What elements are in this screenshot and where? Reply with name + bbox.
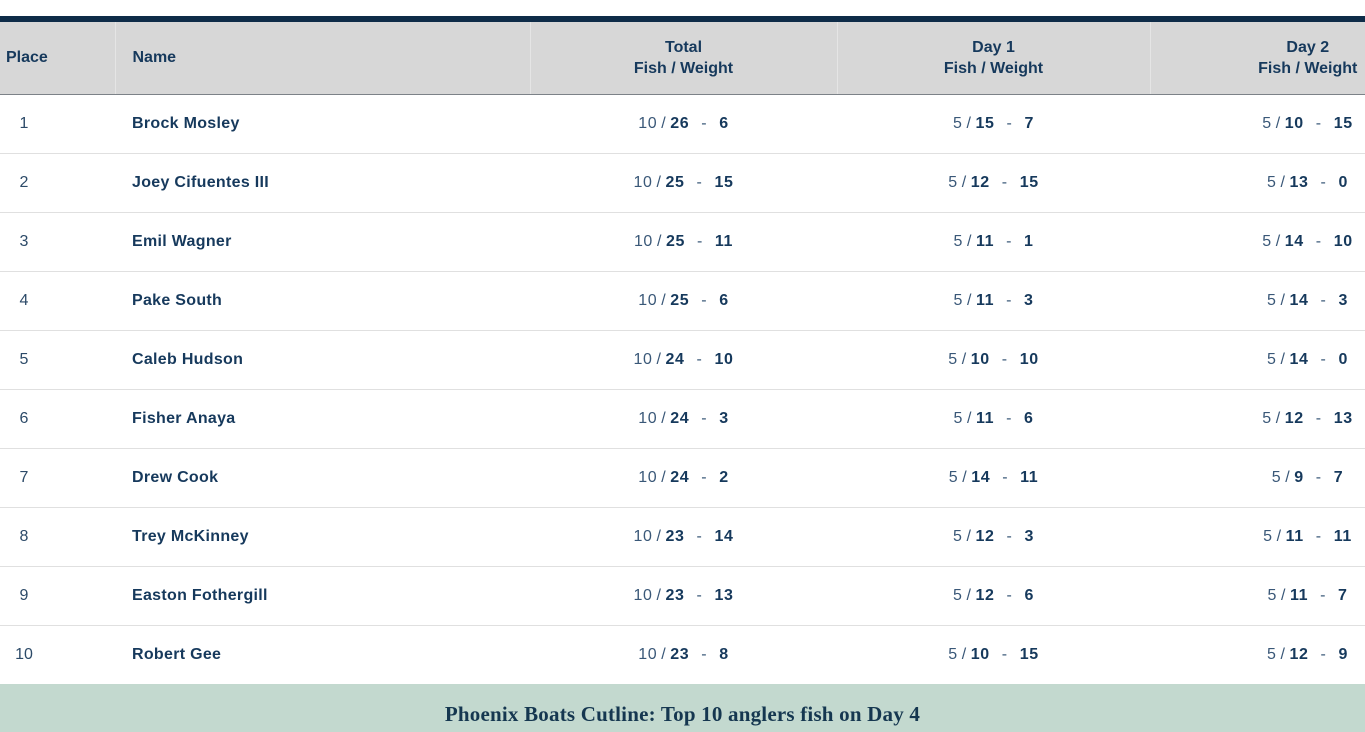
total-fish-count: 10 <box>638 469 658 486</box>
total-weight-lbs: 25 <box>670 292 690 309</box>
day2-weight-oz: 7 <box>1333 469 1344 486</box>
day1-weight-lbs: 10 <box>970 351 990 368</box>
place-number: 9 <box>19 587 29 604</box>
slash-separator: / <box>966 410 972 427</box>
slash-separator: / <box>1280 646 1286 663</box>
day1-fish-weight-cell <box>837 449 1150 508</box>
table-row <box>0 331 1365 390</box>
day2-weight-lbs: 10 <box>1284 115 1304 132</box>
angler-name: Caleb Hudson <box>132 351 244 368</box>
day2-weight-oz: 7 <box>1338 587 1348 604</box>
total-weight-oz: 10 <box>714 351 734 368</box>
day2-weight-lbs: 13 <box>1289 174 1309 191</box>
dash-separator: - <box>1320 587 1327 604</box>
total-weight-lbs: 24 <box>670 410 690 427</box>
day1-weight-lbs: 12 <box>975 587 995 604</box>
day1-weight-oz: 3 <box>1024 528 1034 545</box>
angler-name: Robert Gee <box>132 646 222 663</box>
place-cell <box>0 272 115 331</box>
slash-separator: / <box>1276 528 1282 545</box>
angler-name-cell <box>115 390 530 449</box>
slash-separator: / <box>656 233 662 250</box>
dash-separator: - <box>696 351 703 368</box>
column-header-name-label: Name <box>132 49 177 66</box>
dash-separator: - <box>1006 233 1013 250</box>
day2-fish-count: 5 <box>1267 646 1277 663</box>
dash-separator: - <box>1006 410 1013 427</box>
day2-weight-oz: 11 <box>1333 528 1352 545</box>
slash-separator: / <box>1275 115 1281 132</box>
angler-name-cell <box>115 567 530 626</box>
angler-name-cell <box>115 95 530 154</box>
day1-weight-oz: 15 <box>1019 646 1039 663</box>
day1-fish-count: 5 <box>953 528 963 545</box>
day2-weight-oz: 15 <box>1333 115 1353 132</box>
slash-separator: / <box>966 115 972 132</box>
total-fish-count: 10 <box>633 233 653 250</box>
column-header-total <box>530 22 837 95</box>
dash-separator: - <box>1002 469 1009 486</box>
header-row <box>0 22 1365 95</box>
place-number: 7 <box>19 469 29 486</box>
column-header-day2-line1: Day 2 <box>1286 39 1330 56</box>
cutline-inner <box>0 684 1365 732</box>
slash-separator: / <box>1275 410 1281 427</box>
total-fish-count: 10 <box>638 115 658 132</box>
column-header-day1-line2: Fish / Weight <box>943 60 1044 77</box>
column-header-day2 <box>1150 22 1365 95</box>
angler-name-cell <box>115 154 530 213</box>
cutline-text: Phoenix Boats Cutline: Top 10 anglers fish on Day 4 <box>444 702 921 726</box>
slash-separator: / <box>966 528 972 545</box>
slash-separator: / <box>656 174 662 191</box>
dash-separator: - <box>1006 528 1013 545</box>
day2-fish-count: 5 <box>1262 233 1272 250</box>
total-fish-count: 10 <box>633 174 653 191</box>
slash-separator: / <box>1280 587 1286 604</box>
angler-name: Trey McKinney <box>132 528 249 545</box>
day2-weight-lbs: 11 <box>1289 587 1309 604</box>
place-cell <box>0 213 115 272</box>
standings-table <box>0 22 1365 684</box>
angler-name-cell <box>115 272 530 331</box>
day1-fish-weight-cell <box>837 626 1150 685</box>
total-weight-lbs: 23 <box>665 587 685 604</box>
day2-fish-weight-cell <box>1150 213 1365 272</box>
total-weight-oz: 2 <box>719 469 729 486</box>
table-row <box>0 154 1365 213</box>
place-cell <box>0 626 115 685</box>
day1-weight-oz: 11 <box>1020 469 1039 486</box>
table-row <box>0 272 1365 331</box>
slash-separator: / <box>962 469 968 486</box>
total-fish-weight-cell <box>530 626 837 685</box>
slash-separator: / <box>661 646 667 663</box>
slash-separator: / <box>661 410 667 427</box>
total-fish-weight-cell <box>530 95 837 154</box>
column-header-total-line2: Fish / Weight <box>633 60 734 77</box>
day1-weight-lbs: 11 <box>975 233 995 250</box>
slash-separator: / <box>656 351 662 368</box>
total-weight-oz: 6 <box>719 292 729 309</box>
dash-separator: - <box>701 115 708 132</box>
day2-weight-lbs: 9 <box>1294 469 1304 486</box>
dash-separator: - <box>1001 351 1008 368</box>
table-row <box>0 95 1365 154</box>
total-fish-count: 10 <box>638 646 658 663</box>
day1-weight-lbs: 15 <box>975 115 995 132</box>
day2-fish-count: 5 <box>1267 174 1277 191</box>
day2-weight-oz: 3 <box>1338 292 1348 309</box>
day2-fish-weight-cell <box>1150 95 1365 154</box>
day2-fish-count: 5 <box>1263 528 1273 545</box>
table-row <box>0 567 1365 626</box>
column-header-day2-line2: Fish / Weight <box>1258 60 1358 77</box>
total-fish-weight-cell <box>530 390 837 449</box>
day2-fish-count: 5 <box>1262 410 1272 427</box>
place-number: 4 <box>19 292 29 309</box>
total-fish-count: 10 <box>638 410 658 427</box>
dash-separator: - <box>701 646 708 663</box>
slash-separator: / <box>661 115 667 132</box>
day2-fish-weight-cell <box>1150 567 1365 626</box>
angler-name-cell <box>115 626 530 685</box>
day1-weight-lbs: 10 <box>970 646 990 663</box>
total-weight-lbs: 23 <box>665 528 685 545</box>
day1-weight-lbs: 11 <box>975 410 995 427</box>
day1-fish-weight-cell <box>837 154 1150 213</box>
day1-fish-count: 5 <box>953 587 963 604</box>
column-header-place <box>0 22 115 95</box>
slash-separator: / <box>1280 174 1286 191</box>
angler-name-cell <box>115 331 530 390</box>
dash-separator: - <box>696 233 703 250</box>
angler-name-cell <box>115 449 530 508</box>
column-header-day1 <box>837 22 1150 95</box>
day1-weight-lbs: 11 <box>975 292 995 309</box>
total-fish-count: 10 <box>633 351 653 368</box>
angler-name: Drew Cook <box>132 469 219 486</box>
standings-table-container <box>0 16 1365 732</box>
column-header-place-label: Place <box>6 49 48 66</box>
day2-weight-oz: 10 <box>1333 233 1353 250</box>
total-weight-lbs: 23 <box>670 646 690 663</box>
table-header <box>0 22 1365 95</box>
dash-separator: - <box>1006 115 1013 132</box>
slash-separator: / <box>966 233 972 250</box>
day1-weight-lbs: 14 <box>971 469 991 486</box>
table-row <box>0 508 1365 567</box>
day1-fish-count: 5 <box>948 469 959 486</box>
day1-weight-oz: 15 <box>1019 174 1039 191</box>
place-number: 3 <box>19 233 29 250</box>
day2-fish-count: 5 <box>1262 115 1272 132</box>
slash-separator: / <box>966 587 972 604</box>
dash-separator: - <box>1320 646 1327 663</box>
dash-separator: - <box>1320 292 1327 309</box>
total-fish-count: 10 <box>633 528 653 545</box>
place-cell <box>0 154 115 213</box>
slash-separator: / <box>961 646 967 663</box>
column-header-name <box>115 22 530 95</box>
dash-separator: - <box>696 528 703 545</box>
day1-fish-count: 5 <box>948 174 958 191</box>
dash-separator: - <box>1006 292 1013 309</box>
day1-fish-count: 5 <box>953 292 963 309</box>
slash-separator: / <box>961 174 967 191</box>
place-number: 2 <box>19 174 29 191</box>
day1-fish-count: 5 <box>953 410 963 427</box>
column-header-day1-line1: Day 1 <box>972 39 1015 56</box>
angler-name: Joey Cifuentes III <box>132 174 269 191</box>
total-fish-weight-cell <box>530 449 837 508</box>
place-number: 6 <box>19 410 29 427</box>
day2-weight-oz: 0 <box>1338 351 1348 368</box>
day2-weight-lbs: 11 <box>1285 528 1304 545</box>
total-weight-lbs: 26 <box>670 115 690 132</box>
day2-fish-count: 5 <box>1267 587 1277 604</box>
slash-separator: / <box>961 351 967 368</box>
total-weight-lbs: 24 <box>670 469 690 486</box>
day1-weight-oz: 7 <box>1024 115 1034 132</box>
place-cell <box>0 95 115 154</box>
day2-fish-weight-cell <box>1150 508 1365 567</box>
total-fish-count: 10 <box>633 587 653 604</box>
place-number: 10 <box>15 646 33 663</box>
day1-fish-weight-cell <box>837 508 1150 567</box>
dash-separator: - <box>1315 115 1322 132</box>
angler-name: Brock Mosley <box>132 115 240 132</box>
day1-fish-count: 5 <box>953 233 963 250</box>
day1-weight-oz: 1 <box>1024 233 1034 250</box>
day1-weight-oz: 6 <box>1024 587 1034 604</box>
total-weight-lbs: 25 <box>665 174 685 191</box>
total-weight-lbs: 25 <box>665 233 685 250</box>
day1-weight-lbs: 12 <box>970 174 990 191</box>
day2-fish-weight-cell <box>1150 272 1365 331</box>
dash-separator: - <box>1320 174 1327 191</box>
dash-separator: - <box>701 469 708 486</box>
angler-name: Fisher Anaya <box>132 410 236 427</box>
slash-separator: / <box>661 469 667 486</box>
dash-separator: - <box>1315 528 1322 545</box>
day1-fish-count: 5 <box>953 115 963 132</box>
place-cell <box>0 331 115 390</box>
dash-separator: - <box>1315 469 1322 486</box>
slash-separator: / <box>661 292 667 309</box>
slash-separator: / <box>656 587 662 604</box>
total-weight-oz: 3 <box>719 410 729 427</box>
dash-separator: - <box>696 587 703 604</box>
total-fish-weight-cell <box>530 331 837 390</box>
day2-fish-weight-cell <box>1150 390 1365 449</box>
angler-name-cell <box>115 508 530 567</box>
total-fish-weight-cell <box>530 567 837 626</box>
dash-separator: - <box>1320 351 1327 368</box>
day2-fish-count: 5 <box>1267 292 1277 309</box>
total-weight-oz: 15 <box>714 174 734 191</box>
place-number: 1 <box>19 115 29 132</box>
dash-separator: - <box>696 174 703 191</box>
total-fish-weight-cell <box>530 272 837 331</box>
dash-separator: - <box>701 292 708 309</box>
dash-separator: - <box>1006 587 1013 604</box>
slash-separator: / <box>1280 351 1286 368</box>
total-weight-oz: 11 <box>714 233 734 250</box>
day1-fish-weight-cell <box>837 95 1150 154</box>
day2-weight-oz: 9 <box>1338 646 1348 663</box>
day2-fish-count: 5 <box>1267 351 1277 368</box>
place-number: 5 <box>19 351 29 368</box>
total-fish-weight-cell <box>530 154 837 213</box>
total-weight-lbs: 24 <box>665 351 685 368</box>
dash-separator: - <box>1315 410 1322 427</box>
dash-separator: - <box>1001 174 1008 191</box>
day2-weight-lbs: 14 <box>1289 351 1309 368</box>
column-header-total-line1: Total <box>664 39 703 56</box>
angler-name: Emil Wagner <box>132 233 232 250</box>
place-cell <box>0 567 115 626</box>
day1-fish-weight-cell <box>837 213 1150 272</box>
day2-weight-lbs: 14 <box>1284 233 1304 250</box>
table-row <box>0 390 1365 449</box>
place-number: 8 <box>19 528 29 545</box>
day2-fish-count: 5 <box>1271 469 1282 486</box>
day1-fish-weight-cell <box>837 390 1150 449</box>
day1-fish-weight-cell <box>837 331 1150 390</box>
slash-separator: / <box>656 528 662 545</box>
table-row <box>0 213 1365 272</box>
day1-fish-count: 5 <box>948 646 958 663</box>
total-fish-weight-cell <box>530 213 837 272</box>
place-cell <box>0 390 115 449</box>
day1-fish-weight-cell <box>837 567 1150 626</box>
table-body <box>0 95 1365 685</box>
day2-weight-lbs: 12 <box>1289 646 1309 663</box>
total-weight-oz: 14 <box>714 528 734 545</box>
cutline-banner <box>0 684 1365 732</box>
table-row <box>0 449 1365 508</box>
table-row <box>0 626 1365 685</box>
day2-weight-lbs: 12 <box>1284 410 1304 427</box>
total-fish-weight-cell <box>530 508 837 567</box>
angler-name-cell <box>115 213 530 272</box>
day1-weight-oz: 10 <box>1019 351 1039 368</box>
angler-name: Easton Fothergill <box>132 587 268 604</box>
place-cell <box>0 508 115 567</box>
day2-fish-weight-cell <box>1150 626 1365 685</box>
place-cell <box>0 449 115 508</box>
day2-fish-weight-cell <box>1150 331 1365 390</box>
dash-separator: - <box>1315 233 1322 250</box>
day2-weight-lbs: 14 <box>1289 292 1309 309</box>
dash-separator: - <box>701 410 708 427</box>
day2-weight-oz: 0 <box>1338 174 1348 191</box>
slash-separator: / <box>966 292 972 309</box>
angler-name: Pake South <box>132 292 223 309</box>
slash-separator: / <box>1285 469 1291 486</box>
day1-fish-weight-cell <box>837 272 1150 331</box>
total-weight-oz: 13 <box>714 587 734 604</box>
day1-weight-lbs: 12 <box>975 528 995 545</box>
total-fish-count: 10 <box>638 292 658 309</box>
day2-fish-weight-cell <box>1150 449 1365 508</box>
day1-weight-oz: 3 <box>1024 292 1034 309</box>
slash-separator: / <box>1275 233 1281 250</box>
day1-fish-count: 5 <box>948 351 958 368</box>
total-weight-oz: 6 <box>719 115 729 132</box>
dash-separator: - <box>1001 646 1008 663</box>
day1-weight-oz: 6 <box>1024 410 1034 427</box>
day2-weight-oz: 13 <box>1333 410 1353 427</box>
day2-fish-weight-cell <box>1150 154 1365 213</box>
slash-separator: / <box>1280 292 1286 309</box>
total-weight-oz: 8 <box>719 646 729 663</box>
